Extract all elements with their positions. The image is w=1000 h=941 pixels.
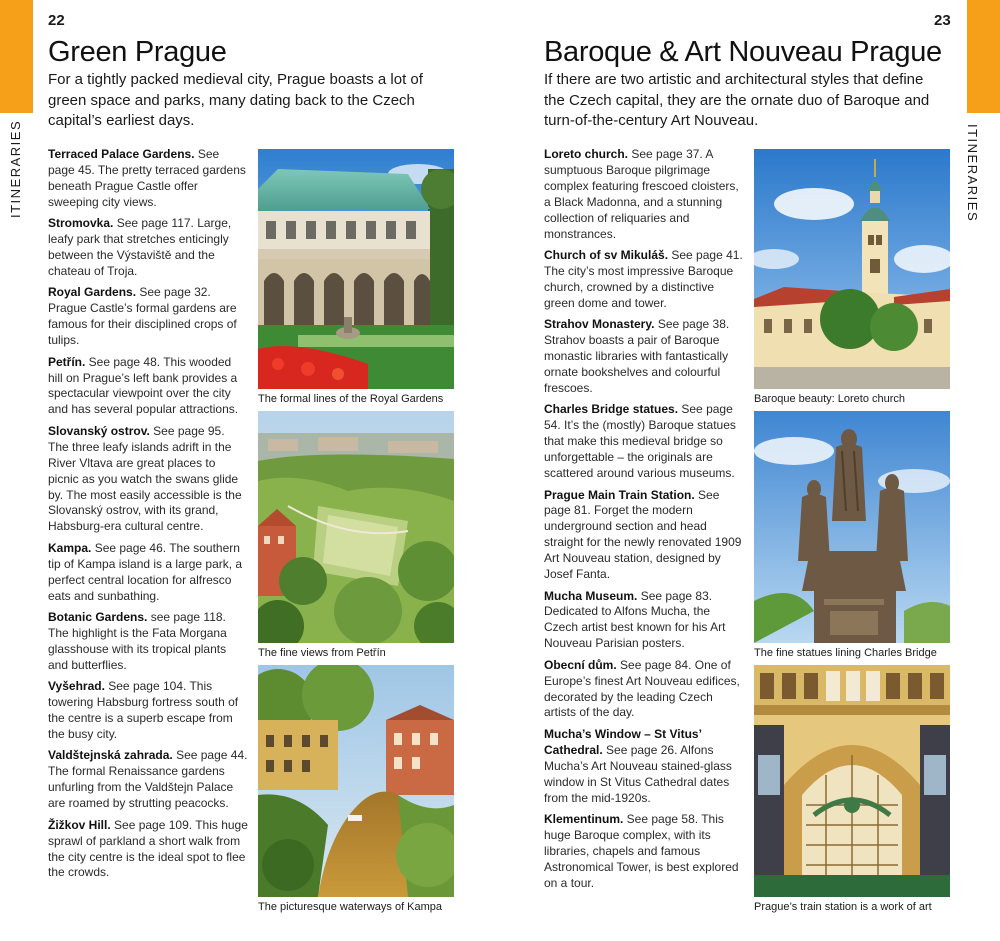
entry-royal-gardens: Royal Gardens. See page 32. Prague Castle’s formal gardens are famous for their disciplined crops of tulips. — [48, 285, 237, 348]
entry-botanic-gardens: Botanic Gardens. see page 118. The highlight is the Fata Morgana glasshouse with its tropical plants and butterflies. — [48, 610, 227, 672]
page-number-left: 22 — [48, 12, 65, 29]
entry-loreto-church: Loreto church. See page 37. A sumptuous Baroque pilgrimage complex featuring frescoed cloisters, a Black Madonna, and a stunning collection of reliquaries and monstrances. — [544, 147, 739, 241]
entry-petrin: Petřín. See page 48. This wooded hill on Prague’s left bank provides a spectacular viewpoint over the city and has several popular attractions. — [48, 354, 239, 417]
caption-petrin: The fine views from Petřín — [258, 647, 386, 659]
photo-royal-gardens — [258, 149, 454, 389]
section-label-left: ITINERARIES — [8, 119, 23, 218]
intro-right: If there are two artistic and architectural styles that define the Czech capital, they are the ornate duo of Baroque and turn-of-the-century Art Nouveau. — [544, 71, 930, 129]
entry-charles-bridge-statues: Charles Bridge statues. See page 54. It’s the (mostly) Baroque statues that make this medieval bridge so unforgettable – the originals are scattered around various museums. — [544, 402, 736, 480]
entry-stromovka: Stromovka. See page 117. Large, leafy park that stretches enticingly between the Výstaviště and the chateau of Troja. — [48, 216, 232, 278]
intro-left: For a tightly packed medieval city, Prague boasts a lot of green space and parks, many dating back to the Czech capital’s earliest days. — [48, 71, 423, 129]
entry-valdstejnska-zahrada: Valdštejnská zahrada. See page 44. The formal Renaissance gardens unfurling from the Valdštejn Palace are roamed by strutting peacocks. — [48, 748, 248, 811]
entry-vysehrad: Vyšehrad. See page 104. This towering Habsburg fortress south of the centre is a superb escape from the busy city. — [48, 679, 239, 741]
section-tab-left — [0, 0, 33, 113]
section-tab-right — [967, 0, 1000, 113]
photo-kampa-waterways — [258, 665, 454, 897]
entry-kampa: Kampa. See page 46. The southern tip of Kampa island is a large park, a perfect central location for alfresco eats and sunbathing. — [48, 540, 243, 603]
photo-loreto-church — [754, 149, 950, 389]
caption-royal-gardens: The formal lines of the Royal Gardens — [258, 393, 444, 405]
entry-prague-main-train-station: Prague Main Train Station. See page 81. Forget the modern underground section and head straight for the newly renovated 1909 Art Nouveau station, designed by Josef Fanta. — [544, 487, 742, 582]
photo-charles-bridge-statues — [754, 411, 950, 643]
entry-muchas-window: Mucha’s Window – St Vitus’ Cathedral. See page 26. Alfons Mucha’s Art Nouveau stained-glass window in St Vitus Cathedral dates from the mid-1920s. — [544, 726, 732, 805]
caption-kampa: The picturesque waterways of Kampa — [258, 901, 443, 913]
entry-mucha-museum: Mucha Museum. See page 83. Dedicated to Alfons Mucha, the Czech artist best known for his Art Nouveau Parisian posters. — [544, 588, 726, 651]
caption-charles-bridge: The fine statues lining Charles Bridge — [754, 647, 937, 659]
page-number-right: 23 — [934, 12, 951, 29]
entry-strahov-monastery: Strahov Monastery. See page 38. Strahov boasts a pair of Baroque monastic libraries with fantastically ornate bookshelves and colourful frescoes. — [544, 317, 730, 395]
entry-church-sv-mikulas: Church of sv Mikuláš. See page 41. The city’s most impressive Baroque church, crowned by a distinctive green dome and tower. — [544, 248, 743, 310]
photo-petrin-view — [258, 411, 454, 643]
section-label-right: ITINERARIES — [965, 124, 980, 223]
entry-obecni-dum: Obecní dům. See page 84. One of Europe’s finest Art Nouveau edifices, decorated by the leading Czech artists of the day. — [544, 657, 740, 720]
entry-list-left — [48, 147, 248, 887]
caption-train-station: Prague’s train station is a work of art — [754, 901, 932, 913]
page-title-right: Baroque & Art Nouveau Prague — [544, 36, 942, 68]
photo-train-station — [754, 665, 950, 897]
page-title-left: Green Prague — [48, 36, 227, 68]
caption-loreto: Baroque beauty: Loreto church — [754, 393, 906, 405]
entry-terraced-palace-gardens: Terraced Palace Gardens. See page 45. The pretty terraced gardens beneath Prague Castle offer sweeping city views. — [48, 147, 246, 209]
entry-list-right — [544, 147, 744, 897]
entry-klementinum: Klementinum. See page 58. This huge Baroque complex, with its libraries, chapels and famous Astronomical Tower, is best explored on a tour. — [544, 812, 739, 890]
entry-slovansky-ostrov: Slovanský ostrov. See page 95. The three leafy islands adrift in the River Vltava are great places to picnic as you watch the swans glide by. The most easily accessible is the Slovanský ostrov, with its grand, Habsburg-era cultural centre. — [48, 423, 242, 534]
entry-zizkov-hill: Žižkov Hill. See page 109. This huge sprawl of parkland a short walk from the city centre is the ideal spot to flee the crowds. — [48, 817, 248, 880]
